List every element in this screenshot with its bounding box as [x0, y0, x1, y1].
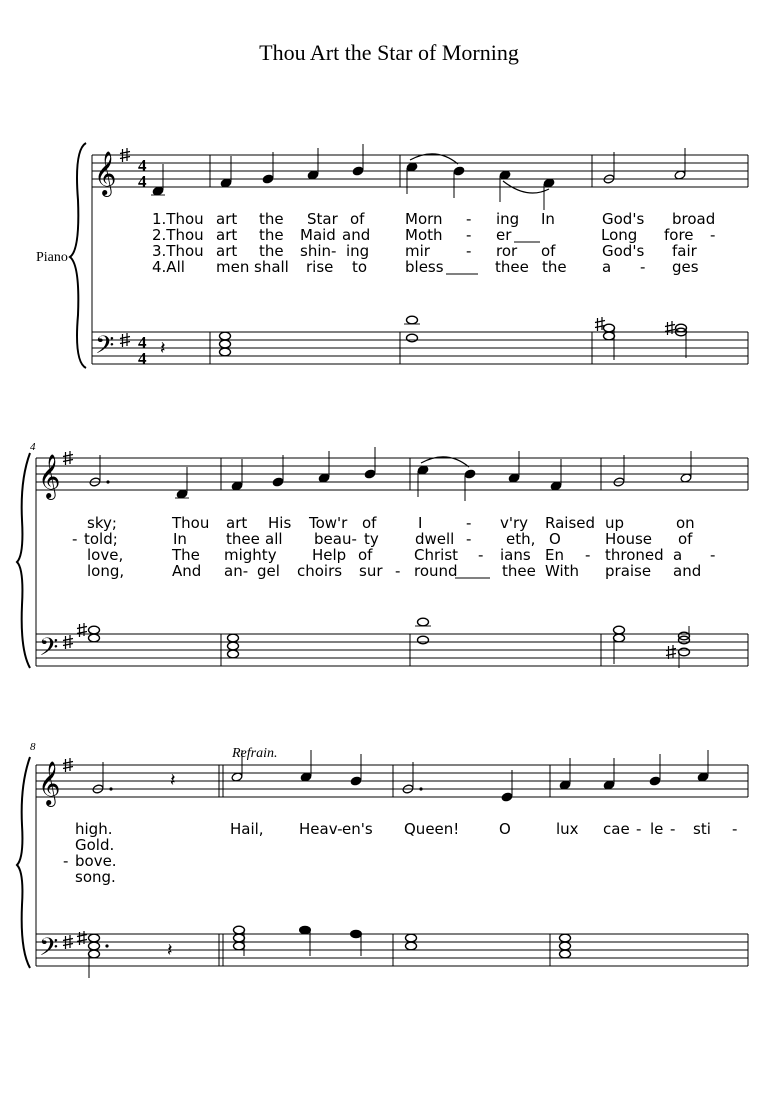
- lyric: With: [545, 562, 580, 580]
- lyric: dwell: [415, 530, 455, 548]
- lyric: all: [265, 530, 283, 548]
- lyric: of: [678, 530, 693, 548]
- lyric: fair: [672, 242, 697, 260]
- bass-staff: [92, 332, 748, 364]
- svg-text:4: 4: [138, 333, 147, 352]
- lyric: -: [478, 546, 484, 564]
- lyric: Help: [312, 546, 347, 564]
- lyric: -: [466, 226, 472, 244]
- lyric: Moth: [405, 226, 443, 244]
- svg-text:𝄽: 𝄽: [167, 940, 173, 961]
- lyric: shin-: [300, 242, 337, 260]
- lyric: ges: [672, 258, 699, 276]
- lyric: a: [673, 546, 683, 564]
- lyric: Christ: [414, 546, 459, 564]
- lyric: the: [542, 258, 567, 276]
- lyric: -: [72, 530, 78, 548]
- lyric: sur: [359, 562, 383, 580]
- lyric: an-: [224, 562, 249, 580]
- lyric: Thou: [172, 514, 210, 532]
- treble-clef-icon: 𝄞: [94, 151, 117, 195]
- svg-text:𝄽: 𝄽: [160, 338, 166, 359]
- lyric: -: [710, 226, 716, 244]
- treble-staff: [92, 155, 748, 187]
- lyric: told;: [84, 530, 118, 548]
- measure-number: 8: [30, 741, 36, 753]
- lyric: mighty: [224, 546, 277, 564]
- lyric: The: [172, 546, 200, 564]
- lyric: bove.: [75, 852, 117, 870]
- lyric: er: [496, 226, 512, 244]
- lyric: House: [605, 530, 653, 548]
- lyric: En: [545, 546, 564, 564]
- svg-text:4: 4: [138, 172, 147, 191]
- lyric: Star: [307, 210, 338, 228]
- lyric: In: [173, 530, 187, 548]
- lyric: sky;: [87, 514, 117, 532]
- lyric: eth,: [506, 530, 536, 548]
- lyric: -: [466, 514, 472, 532]
- lyric: round: [414, 562, 458, 580]
- lyric: art: [216, 210, 238, 228]
- lyric: long,: [87, 562, 125, 580]
- brace: [17, 757, 30, 968]
- lyric: en's: [342, 820, 373, 838]
- lyric: art: [216, 242, 238, 260]
- lyric: bless: [405, 258, 444, 276]
- lyric: rise: [306, 258, 334, 276]
- lyric: ing: [346, 242, 370, 260]
- lyric: God's: [602, 242, 645, 260]
- lyric: art: [226, 514, 248, 532]
- lyric: the: [259, 210, 284, 228]
- lyric: -: [466, 530, 472, 548]
- lyric: to: [352, 258, 368, 276]
- lyric: Raised: [545, 514, 596, 532]
- lyric: high.: [75, 820, 113, 838]
- lyric: art: [216, 226, 238, 244]
- lyric: 3.Thou: [152, 242, 204, 260]
- lyric: -: [732, 820, 738, 838]
- lyric: a: [602, 258, 612, 276]
- lyric: fore: [664, 226, 694, 244]
- system-3: [17, 741, 748, 978]
- bass-clef-icon: 𝄢: [39, 933, 59, 968]
- lyric: Hail,: [230, 820, 264, 838]
- lyric: 1.Thou: [152, 210, 204, 228]
- lyric: ians: [500, 546, 531, 564]
- lyric: on: [676, 514, 695, 532]
- lyric: Maid: [300, 226, 336, 244]
- brace: [17, 453, 30, 668]
- lyric: -: [585, 546, 591, 564]
- lyric: Queen!: [404, 820, 460, 838]
- lyric: and: [342, 226, 371, 244]
- lyric: of: [362, 514, 377, 532]
- lyric: le: [650, 820, 664, 838]
- lyric: shall: [254, 258, 289, 276]
- lyric: cae: [603, 820, 630, 838]
- lyric: of: [358, 546, 373, 564]
- treble-clef-icon: 𝄞: [38, 761, 61, 805]
- treble-clef-icon: 𝄞: [38, 454, 61, 498]
- lyric: And: [172, 562, 202, 580]
- lyric: love,: [87, 546, 124, 564]
- lyric: God's: [602, 210, 645, 228]
- lyric: sti: [693, 820, 711, 838]
- lyric: -: [395, 562, 401, 580]
- lyric: up: [605, 514, 625, 532]
- brace: [70, 143, 86, 368]
- lyric: -: [640, 258, 646, 276]
- lyric: Morn: [405, 210, 443, 228]
- lyric: ror: [496, 242, 518, 260]
- lyric: ing: [496, 210, 520, 228]
- lyric: His: [268, 514, 292, 532]
- lyric: broad: [672, 210, 716, 228]
- bass-clef-icon: 𝄢: [95, 331, 115, 366]
- lyric: I: [418, 514, 423, 532]
- instrument-label: Piano: [36, 250, 68, 265]
- lyric: gel: [257, 562, 280, 580]
- lyric: thee: [495, 258, 529, 276]
- lyric: song.: [75, 868, 116, 886]
- lyric: 2.Thou: [152, 226, 204, 244]
- lyric: the: [259, 226, 284, 244]
- lyric: O: [549, 530, 561, 548]
- lyric: -: [466, 210, 472, 228]
- lyric: praise: [605, 562, 652, 580]
- lyric: choirs: [297, 562, 343, 580]
- lyric: -: [710, 546, 716, 564]
- lyric: Long: [601, 226, 638, 244]
- lyric: -: [670, 820, 676, 838]
- page-title: Thou Art the Star of Morning: [259, 40, 519, 65]
- lyric: men: [216, 258, 250, 276]
- lyric: the: [259, 242, 284, 260]
- lyric: 4.All: [152, 258, 185, 276]
- lyric: -: [63, 852, 69, 870]
- lyric: and: [673, 562, 702, 580]
- lyric: Heav-: [299, 820, 343, 838]
- measure-number: 4: [30, 441, 36, 453]
- lyrics: [63, 210, 737, 886]
- lyric: thee: [226, 530, 260, 548]
- lyric: of: [541, 242, 556, 260]
- lyric: -: [636, 820, 642, 838]
- refrain-label: Refrain.: [232, 746, 278, 761]
- svg-text:𝄽: 𝄽: [170, 770, 176, 791]
- lyric: of: [350, 210, 365, 228]
- lyric: O: [499, 820, 511, 838]
- svg-text:4: 4: [138, 349, 147, 368]
- lyric: Gold.: [75, 836, 115, 854]
- svg-text:4: 4: [138, 156, 147, 175]
- lyric: thee: [502, 562, 536, 580]
- lyric: In: [541, 210, 555, 228]
- lyric: v'ry: [500, 514, 529, 532]
- bass-clef-icon: 𝄢: [39, 633, 59, 668]
- lyric: ty: [364, 530, 379, 548]
- lyric: Tow'r: [309, 514, 348, 532]
- lyric: beau-: [314, 530, 357, 548]
- lyric: throned: [605, 546, 664, 564]
- lyric: -: [466, 242, 472, 260]
- lyric: lux: [556, 820, 579, 838]
- lyric: mir: [405, 242, 430, 260]
